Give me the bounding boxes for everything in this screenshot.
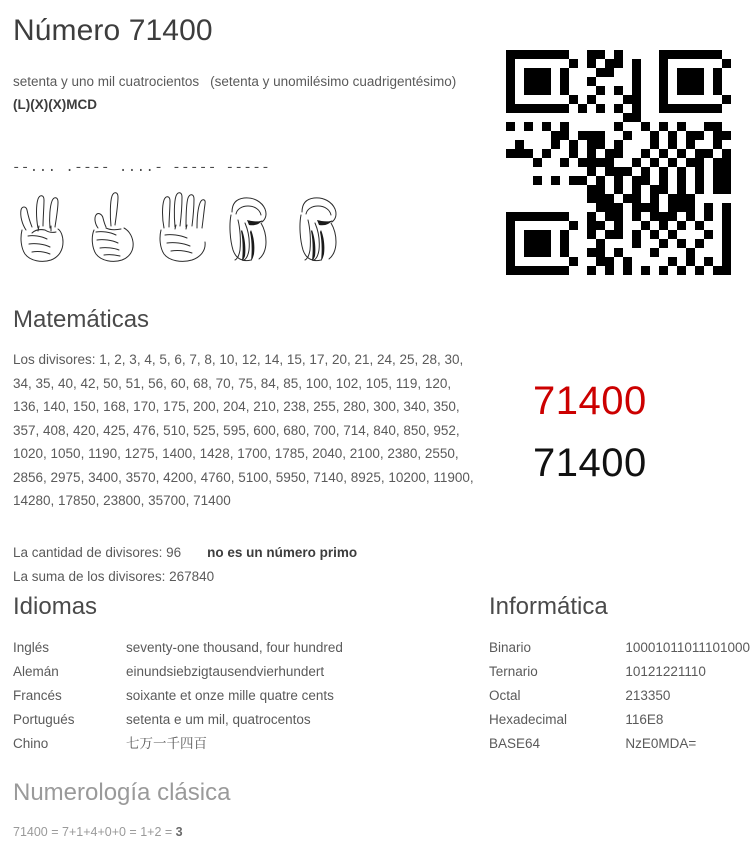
sign-language-row [8,190,358,265]
language-value: setenta e um mil, quatrocentos [126,712,311,727]
number-subtitle [13,70,473,116]
language-name: Inglés [13,640,50,655]
divisors-list: Los divisores: 1, 2, 3, 4, 5, 6, 7, 8, 10, 12, 14, 15, 17, 20, 21, 24, 25, 28, 30, 34, 35, 40, 42, 50, 51, 56, 60, 68, 70, 75, 84, 85, 100, 102, 105, 119, 120, 136, 140, 150, 168, 170, 175, 200, 204, 210, 238, 255, 280, 300, 340, 350, 357, 408, 420, 425, 476, 510, 525, 595, 600, 680, 700, 714, 840, 850, 952, 1020, 1050, 1190, 1275, 1400, 1428, 1700, 1785, 2040, 2100, 2380, 2550, 2856, 2975, 3400, 3570, 4200, 4760, 5100, 5950, 7140, 8925, 10200, 11900, 14280, 17850, 23800, 35700, 71400 [13,352,474,508]
language-value: soixante et onze mille quatre cents [126,688,334,703]
section-title-matematicas: Matemáticas [13,306,150,333]
number-in-words: setenta y uno mil cuatrocientos [13,74,200,89]
table-row [13,684,343,708]
table-row [13,636,343,660]
computing-table [489,636,750,756]
numerology-sum: 71400 = 7+1+4+0+0 = 1+2 = [13,825,176,839]
divisor-count: La cantidad de divisores: 96 [13,545,182,560]
morse-code: --... .---- ....- ----- ----- [12,160,271,176]
base-name: Binario [489,640,532,655]
language-name: Alemán [13,664,59,679]
hand-sign-one-icon [78,190,148,265]
language-name: Portugués [13,712,75,727]
table-row [489,684,750,708]
base-value: 213350 [625,688,671,703]
table-row [489,660,750,684]
language-value: einundsiebzigtausendvierhundert [126,664,325,679]
language-name: Francés [13,688,62,703]
base-name: Hexadecimal [489,712,568,727]
divisor-sum: La suma de los divisores: 267840 [13,569,215,584]
base-name: Octal [489,688,521,703]
hand-sign-seven-icon [8,190,78,265]
base-value: 116E8 [625,712,664,727]
base-name: BASE64 [489,736,541,751]
qr-code-grid [506,50,731,275]
hand-sign-four-icon [148,190,218,265]
table-row [13,708,343,732]
table-row [13,660,343,684]
number-ordinal: (setenta y unomilésimo cuadrigentésimo) [210,74,457,89]
hand-sign-zero-icon [288,190,358,265]
hand-sign-zero-icon [218,190,288,265]
languages-table [13,636,343,756]
base-value: NzE0MDA= [625,736,697,751]
roman-numeral: (L)(X)(X)MCD [13,97,97,112]
table-row [489,636,750,660]
qr-code [506,50,736,280]
table-row [489,732,750,756]
number-display-black: 71400 [533,441,647,485]
base-value: 10001011011101000 [625,640,750,655]
base-name: Ternario [489,664,538,679]
prime-status: no es un número primo [207,545,358,560]
divisor-count-row [13,542,357,564]
language-value: seventy-one thousand, four hundred [126,640,343,655]
numerology-expression [13,823,183,841]
base-value: 10121221110 [625,664,706,679]
section-title-numerologia: Numerología clásica [13,779,231,806]
table-row [13,732,343,756]
language-name: Chino [13,736,49,751]
section-title-informatica: Informática [489,593,608,620]
number-display-red: 71400 [533,379,647,423]
page-title: Número 71400 [13,14,213,47]
section-title-idiomas: Idiomas [13,593,98,620]
language-value: 七万一千四百 [126,736,207,751]
table-row [489,708,750,732]
numerology-result: 3 [175,825,183,839]
